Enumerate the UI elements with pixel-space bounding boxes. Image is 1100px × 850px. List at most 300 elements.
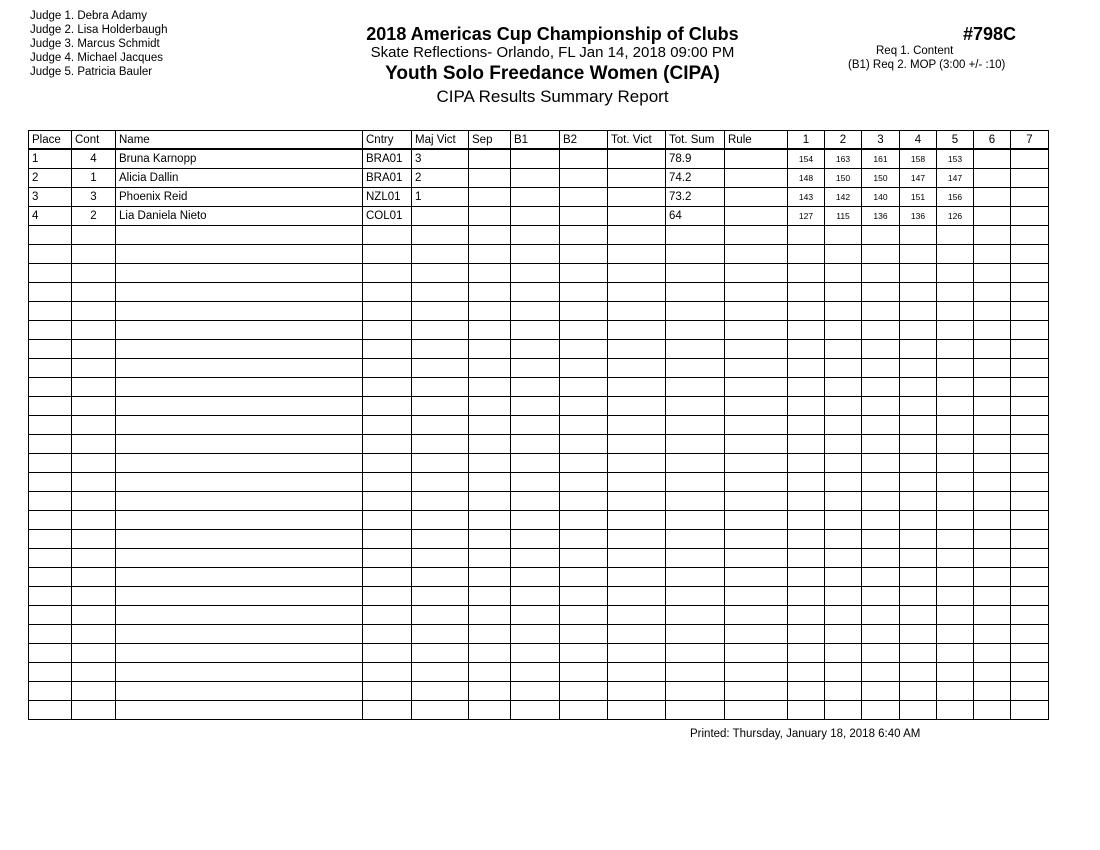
judge-score-cell <box>825 549 862 568</box>
requirement-2: (B1) Req 2. MOP (3:00 +/- :10) <box>848 59 1006 71</box>
judge-score-cell <box>937 549 974 568</box>
place-cell: 4 <box>29 207 72 226</box>
name-cell <box>116 549 363 568</box>
printed-timestamp: Printed: Thursday, January 18, 2018 6:40 AM <box>690 728 921 740</box>
sep-cell <box>469 264 511 283</box>
place-cell <box>29 283 72 302</box>
name-cell <box>116 283 363 302</box>
name-cell <box>116 606 363 625</box>
b2-cell <box>560 682 608 701</box>
cont-cell <box>72 587 116 606</box>
judge-score-cell: 140 <box>862 188 900 207</box>
judge-score-cell <box>788 587 825 606</box>
column-header-judge-7: 7 <box>1011 131 1049 150</box>
judge-score-cell <box>1011 283 1049 302</box>
sep-cell <box>469 283 511 302</box>
cntry-cell: COL01 <box>363 207 412 226</box>
judge-score-cell <box>862 416 900 435</box>
judge-score-cell <box>900 644 937 663</box>
judge-score-cell <box>862 321 900 340</box>
tot-sum-cell <box>666 435 725 454</box>
judge-score-cell <box>788 454 825 473</box>
b2-cell <box>560 587 608 606</box>
maj-vict-cell <box>412 245 469 264</box>
judge-score-cell <box>862 454 900 473</box>
sep-cell <box>469 149 511 169</box>
sep-cell <box>469 169 511 188</box>
judge-score-cell <box>862 682 900 701</box>
b2-cell <box>560 454 608 473</box>
cntry-cell <box>363 226 412 245</box>
maj-vict-cell <box>412 511 469 530</box>
cntry-cell <box>363 283 412 302</box>
judge-score-cell <box>937 283 974 302</box>
judge-score-cell <box>825 663 862 682</box>
judge-score-cell <box>974 149 1011 169</box>
judge-score-cell: 158 <box>900 149 937 169</box>
tot-vict-cell <box>608 511 666 530</box>
place-cell <box>29 416 72 435</box>
judge-score-cell: 147 <box>937 169 974 188</box>
judge-score-cell <box>1011 587 1049 606</box>
tot-sum-cell <box>666 321 725 340</box>
judge-score-cell <box>825 283 862 302</box>
name-cell <box>116 625 363 644</box>
cntry-cell <box>363 435 412 454</box>
judge-score-cell <box>1011 359 1049 378</box>
judge-score-cell <box>974 378 1011 397</box>
judge-score-cell <box>788 473 825 492</box>
judge-score-cell <box>900 416 937 435</box>
b1-cell <box>511 568 560 587</box>
tot-sum-cell <box>666 473 725 492</box>
maj-vict-cell <box>412 207 469 226</box>
judge-score-cell <box>862 226 900 245</box>
judge-score-cell <box>900 625 937 644</box>
judge-score-cell <box>825 359 862 378</box>
judge-score-cell <box>825 625 862 644</box>
cont-cell <box>72 473 116 492</box>
tot-vict-cell <box>608 454 666 473</box>
b2-cell <box>560 511 608 530</box>
sep-cell <box>469 416 511 435</box>
cntry-cell <box>363 397 412 416</box>
rule-cell <box>725 568 788 587</box>
b2-cell <box>560 207 608 226</box>
tot-sum-cell <box>666 644 725 663</box>
judge-score-cell <box>937 568 974 587</box>
maj-vict-cell <box>412 283 469 302</box>
judge-score-cell: 127 <box>788 207 825 226</box>
cont-cell <box>72 321 116 340</box>
judge-score-cell <box>788 511 825 530</box>
tot-vict-cell <box>608 340 666 359</box>
cont-cell <box>72 606 116 625</box>
judge-score-cell <box>937 701 974 720</box>
column-header-b2: B2 <box>560 131 608 150</box>
place-cell <box>29 568 72 587</box>
tot-sum-cell <box>666 264 725 283</box>
judge-score-cell: 136 <box>900 207 937 226</box>
judge-score-cell <box>1011 416 1049 435</box>
place-cell <box>29 549 72 568</box>
b1-cell <box>511 682 560 701</box>
event-number: #798C <box>963 24 1017 44</box>
judge-score-cell <box>1011 701 1049 720</box>
empty-table-row <box>29 511 1049 530</box>
judge-score-cell: 143 <box>788 188 825 207</box>
judge-score-cell <box>937 302 974 321</box>
rule-cell <box>725 264 788 283</box>
judge-score-cell <box>825 245 862 264</box>
sep-cell <box>469 245 511 264</box>
requirements <box>840 44 1030 72</box>
judge-score-cell <box>900 454 937 473</box>
judge-score-cell <box>825 378 862 397</box>
rule-cell <box>725 149 788 169</box>
maj-vict-cell <box>412 340 469 359</box>
place-cell <box>29 321 72 340</box>
judge-score-cell <box>937 245 974 264</box>
column-header-judge-1: 1 <box>788 131 825 150</box>
judge-score-cell <box>1011 644 1049 663</box>
sep-cell <box>469 302 511 321</box>
report-title: CIPA Results Summary Report <box>436 87 669 106</box>
sep-cell <box>469 378 511 397</box>
judge-line: Judge 3. Marcus Schmidt <box>30 38 160 50</box>
tot-vict-cell <box>608 397 666 416</box>
judge-score-cell <box>788 321 825 340</box>
b2-cell <box>560 606 608 625</box>
judge-score-cell <box>900 435 937 454</box>
b1-cell <box>511 416 560 435</box>
judge-score-cell <box>937 359 974 378</box>
b2-cell <box>560 435 608 454</box>
tot-vict-cell <box>608 359 666 378</box>
rule-cell <box>725 549 788 568</box>
maj-vict-cell <box>412 701 469 720</box>
judge-score-cell <box>974 473 1011 492</box>
judge-score-cell <box>862 245 900 264</box>
sep-cell <box>469 435 511 454</box>
tot-sum-cell <box>666 283 725 302</box>
place-cell <box>29 435 72 454</box>
judge-score-cell <box>900 378 937 397</box>
b2-cell <box>560 245 608 264</box>
judge-score-cell <box>825 511 862 530</box>
cont-cell <box>72 568 116 587</box>
rule-cell <box>725 302 788 321</box>
place-cell <box>29 644 72 663</box>
b1-cell <box>511 397 560 416</box>
judge-score-cell <box>1011 435 1049 454</box>
judge-score-cell <box>900 549 937 568</box>
judge-score-cell <box>825 606 862 625</box>
judge-score-cell <box>825 644 862 663</box>
judge-score-cell <box>862 264 900 283</box>
place-cell <box>29 625 72 644</box>
b2-cell <box>560 283 608 302</box>
judge-score-cell <box>1011 530 1049 549</box>
sep-cell <box>469 530 511 549</box>
judge-score-cell <box>862 397 900 416</box>
judge-score-cell <box>900 245 937 264</box>
tot-vict-cell <box>608 283 666 302</box>
tot-sum-cell <box>666 454 725 473</box>
judge-score-cell <box>937 511 974 530</box>
b1-cell <box>511 169 560 188</box>
b2-cell <box>560 378 608 397</box>
empty-table-row <box>29 473 1049 492</box>
sep-cell <box>469 625 511 644</box>
cont-cell <box>72 397 116 416</box>
b2-cell <box>560 149 608 169</box>
maj-vict-cell: 1 <box>412 188 469 207</box>
name-cell <box>116 511 363 530</box>
judge-score-cell <box>1011 207 1049 226</box>
judge-score-cell <box>862 473 900 492</box>
rule-cell <box>725 188 788 207</box>
tot-vict-cell <box>608 663 666 682</box>
cont-cell <box>72 625 116 644</box>
maj-vict-cell <box>412 359 469 378</box>
judge-score-cell <box>788 682 825 701</box>
sep-cell <box>469 587 511 606</box>
maj-vict-cell <box>412 549 469 568</box>
judge-score-cell <box>825 682 862 701</box>
name-cell <box>116 682 363 701</box>
empty-table-row <box>29 378 1049 397</box>
b1-cell <box>511 644 560 663</box>
judge-score-cell <box>788 283 825 302</box>
empty-table-row <box>29 701 1049 720</box>
judge-score-cell <box>937 606 974 625</box>
judge-score-cell <box>974 397 1011 416</box>
judges-list <box>30 9 167 79</box>
judge-score-cell <box>788 340 825 359</box>
sep-cell <box>469 568 511 587</box>
b2-cell <box>560 321 608 340</box>
place-cell <box>29 340 72 359</box>
judge-score-cell <box>862 492 900 511</box>
judge-score-cell <box>1011 492 1049 511</box>
tot-vict-cell <box>608 701 666 720</box>
judge-score-cell <box>974 207 1011 226</box>
judge-score-cell <box>825 264 862 283</box>
judge-score-cell <box>825 302 862 321</box>
place-cell <box>29 302 72 321</box>
tot-sum-cell <box>666 587 725 606</box>
judge-score-cell <box>937 435 974 454</box>
b1-cell <box>511 454 560 473</box>
judge-score-cell <box>974 340 1011 359</box>
judge-score-cell <box>974 359 1011 378</box>
table-row <box>29 207 1049 226</box>
maj-vict-cell <box>412 492 469 511</box>
judge-score-cell <box>862 435 900 454</box>
judge-score-cell <box>1011 549 1049 568</box>
judge-score-cell <box>974 682 1011 701</box>
name-cell <box>116 359 363 378</box>
cntry-cell <box>363 644 412 663</box>
empty-table-row <box>29 302 1049 321</box>
place-cell <box>29 606 72 625</box>
cntry-cell <box>363 701 412 720</box>
judge-score-cell <box>900 264 937 283</box>
judge-score-cell <box>862 378 900 397</box>
empty-table-row <box>29 283 1049 302</box>
cntry-cell <box>363 340 412 359</box>
cntry-cell <box>363 321 412 340</box>
rule-cell <box>725 644 788 663</box>
judge-score-cell <box>862 340 900 359</box>
column-header-judge-6: 6 <box>974 131 1011 150</box>
judge-score-cell: 153 <box>937 149 974 169</box>
b1-cell <box>511 245 560 264</box>
empty-table-row <box>29 454 1049 473</box>
b2-cell <box>560 188 608 207</box>
maj-vict-cell <box>412 644 469 663</box>
b2-cell <box>560 264 608 283</box>
cont-cell <box>72 226 116 245</box>
empty-table-row <box>29 530 1049 549</box>
judge-score-cell <box>788 701 825 720</box>
sep-cell <box>469 701 511 720</box>
judge-score-cell <box>937 264 974 283</box>
judge-score-cell <box>1011 606 1049 625</box>
maj-vict-cell <box>412 264 469 283</box>
judge-score-cell <box>974 663 1011 682</box>
name-cell <box>116 492 363 511</box>
column-header-judge-5: 5 <box>937 131 974 150</box>
cont-cell <box>72 245 116 264</box>
tot-sum-cell <box>666 397 725 416</box>
place-cell <box>29 663 72 682</box>
b2-cell <box>560 226 608 245</box>
judge-score-cell <box>900 606 937 625</box>
column-header-place: Place <box>29 131 72 150</box>
judge-score-cell <box>825 435 862 454</box>
cont-cell <box>72 492 116 511</box>
judge-score-cell <box>900 226 937 245</box>
judge-score-cell <box>900 682 937 701</box>
sep-cell <box>469 663 511 682</box>
cont-cell <box>72 435 116 454</box>
sep-cell <box>469 359 511 378</box>
rule-cell <box>725 454 788 473</box>
judge-score-cell <box>974 188 1011 207</box>
empty-table-row <box>29 568 1049 587</box>
judge-score-cell <box>825 492 862 511</box>
rule-cell <box>725 169 788 188</box>
sep-cell <box>469 492 511 511</box>
judge-score-cell <box>862 549 900 568</box>
judge-score-cell <box>862 663 900 682</box>
rule-cell <box>725 321 788 340</box>
judge-score-cell: 154 <box>788 149 825 169</box>
judge-line: Judge 4. Michael Jacques <box>30 52 163 64</box>
judge-score-cell <box>788 378 825 397</box>
place-cell <box>29 511 72 530</box>
judge-score-cell <box>1011 245 1049 264</box>
judge-score-cell <box>862 568 900 587</box>
judge-score-cell <box>788 568 825 587</box>
cont-cell <box>72 530 116 549</box>
judge-score-cell: 136 <box>862 207 900 226</box>
place-cell <box>29 245 72 264</box>
judge-score-cell <box>937 587 974 606</box>
maj-vict-cell <box>412 606 469 625</box>
rule-cell <box>725 625 788 644</box>
empty-table-row <box>29 625 1049 644</box>
b1-cell <box>511 149 560 169</box>
b1-cell <box>511 378 560 397</box>
judge-score-cell <box>1011 226 1049 245</box>
judge-score-cell <box>788 359 825 378</box>
maj-vict-cell <box>412 682 469 701</box>
judge-score-cell <box>900 283 937 302</box>
b1-cell <box>511 625 560 644</box>
judge-score-cell <box>1011 397 1049 416</box>
tot-sum-cell <box>666 625 725 644</box>
judge-score-cell <box>900 511 937 530</box>
column-header-rule: Rule <box>725 131 788 150</box>
judge-score-cell <box>1011 625 1049 644</box>
column-header-cont: Cont <box>72 131 116 150</box>
judge-score-cell <box>900 397 937 416</box>
tot-sum-cell <box>666 245 725 264</box>
b1-cell <box>511 663 560 682</box>
judge-score-cell: 126 <box>937 207 974 226</box>
judge-score-cell <box>974 245 1011 264</box>
judge-score-cell <box>825 397 862 416</box>
results-table <box>28 130 1049 720</box>
name-cell <box>116 644 363 663</box>
b1-cell <box>511 701 560 720</box>
cont-cell <box>72 416 116 435</box>
empty-table-row <box>29 416 1049 435</box>
tot-vict-cell <box>608 169 666 188</box>
judge-score-cell <box>825 454 862 473</box>
judge-score-cell <box>974 625 1011 644</box>
b2-cell <box>560 169 608 188</box>
name-cell: Alicia Dallin <box>116 169 363 188</box>
tot-vict-cell <box>608 587 666 606</box>
judge-score-cell <box>862 701 900 720</box>
tot-vict-cell <box>608 207 666 226</box>
name-cell <box>116 473 363 492</box>
judge-score-cell <box>825 701 862 720</box>
judge-score-cell <box>937 454 974 473</box>
cntry-cell <box>363 492 412 511</box>
judge-score-cell <box>788 416 825 435</box>
judge-score-cell <box>974 169 1011 188</box>
b1-cell <box>511 511 560 530</box>
tot-vict-cell <box>608 682 666 701</box>
judge-score-cell <box>788 549 825 568</box>
place-cell <box>29 454 72 473</box>
maj-vict-cell <box>412 397 469 416</box>
cont-cell <box>72 283 116 302</box>
cntry-cell <box>363 416 412 435</box>
cntry-cell <box>363 378 412 397</box>
b2-cell <box>560 549 608 568</box>
place-cell <box>29 492 72 511</box>
name-cell <box>116 226 363 245</box>
judge-score-cell <box>1011 568 1049 587</box>
rule-cell <box>725 511 788 530</box>
judge-score-cell <box>788 663 825 682</box>
